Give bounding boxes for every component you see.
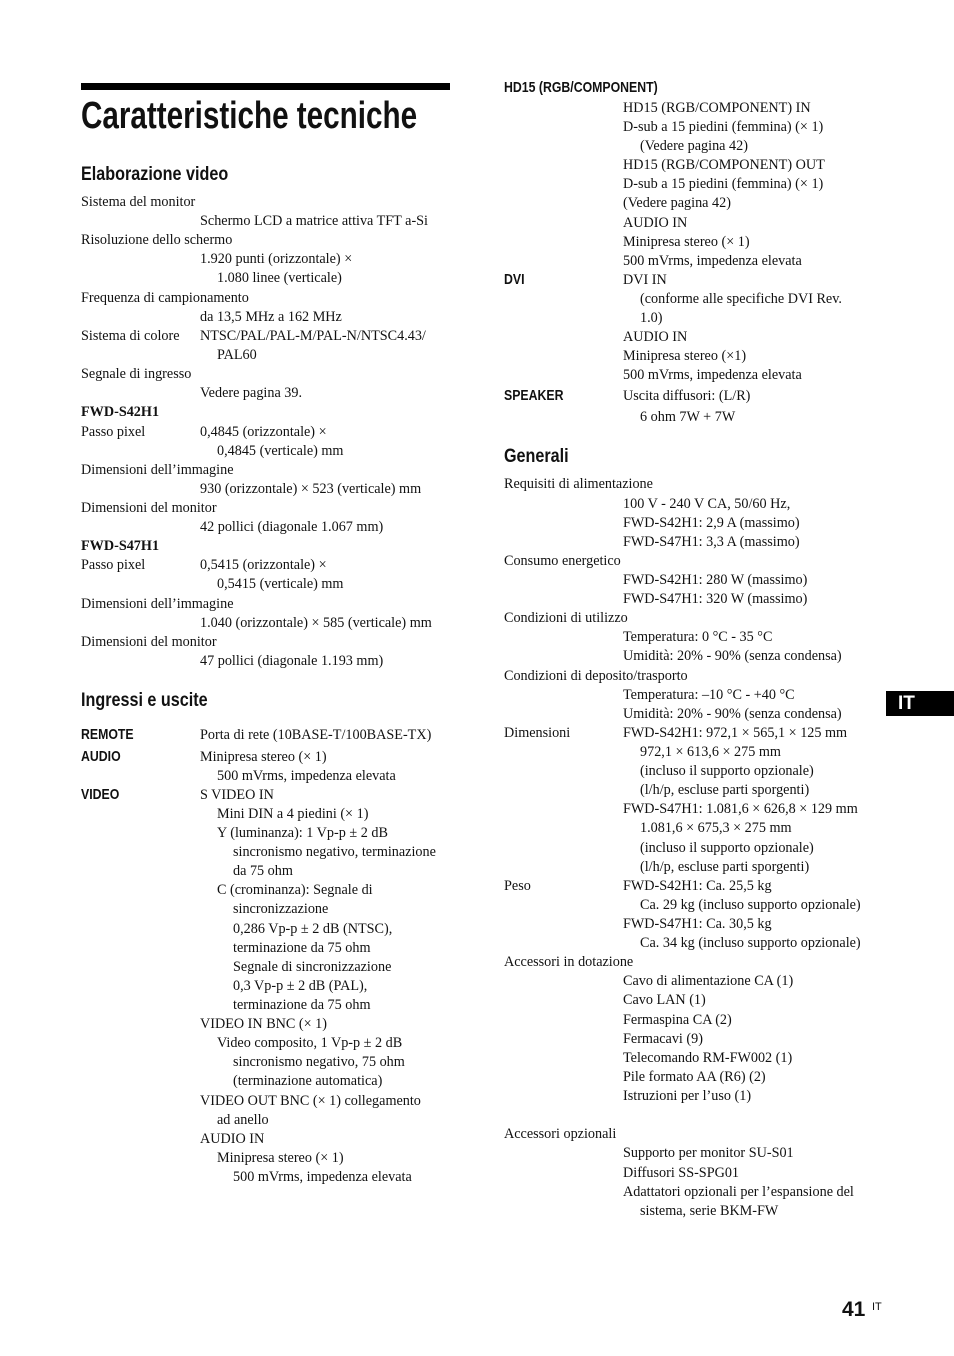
spec-line [233,1168,412,1187]
spec-text: 0,4845 (orizzontale) × [200,424,327,440]
spec-text: Cavo LAN (1) [623,992,706,1008]
spec-line [623,1144,794,1163]
spec-text: 1.080 linee (verticale) [217,270,342,286]
spec-label-text: HD15 (RGB/COMPONENT) [504,79,658,96]
spec-line [640,743,781,762]
title-rule [81,83,450,90]
language-tab [886,691,954,716]
spec-line [504,953,633,972]
spec-line [623,628,772,647]
spec-line [640,137,748,156]
spec-line [623,686,795,705]
spec-text: 0,4845 (verticale) mm [217,443,344,459]
spec-line [623,1068,766,1087]
spec-line [217,269,342,288]
spec-text: FWD-S47H1: 1.081,6 × 626,8 × 129 mm [623,801,858,817]
spec-line [200,1015,327,1034]
spec-line [623,347,746,366]
spec-line [200,652,383,671]
spec-text: AUDIO IN [623,329,688,345]
spec-text: Accessori opzionali [504,1126,617,1142]
spec-line [640,839,814,858]
spec-line [640,762,814,781]
spec-line [623,156,825,175]
spec-line [623,972,793,991]
spec-line [623,118,823,137]
spec-line [623,1164,739,1183]
spec-text: 500 mVrms, impedenza elevata [217,768,396,784]
spec-text: DVI IN [623,272,667,288]
spec-line [623,271,667,290]
spec-line [623,991,706,1010]
spec-text: AUDIO IN [623,215,688,231]
spec-line [200,423,327,442]
spec-text: Accessori in dotazione [504,954,634,970]
spec-text: Schermo LCD a matrice attiva TFT a-Si [200,213,428,229]
spec-text: D-sub a 15 piedini (femmina) (× 1) [623,176,824,192]
spec-line [217,881,373,900]
spec-text: sincronizzazione [233,901,329,917]
spec-text: Fermaspina CA (2) [623,1012,732,1028]
spec-line [233,900,328,919]
spec-line [81,423,145,442]
spec-text: sincronismo negativo, 75 ohm [233,1054,405,1070]
spec-label [504,386,577,406]
model-heading [81,403,159,422]
spec-label-text: AUDIO [81,748,121,765]
spec-text: 0,5415 (verticale) mm [217,576,344,592]
spec-line [200,786,274,805]
spec-text: Dimensioni dell’immagine [81,596,234,612]
spec-label-text: SPEAKER [504,387,564,404]
spec-text: Sistema del monitor [81,194,196,210]
spec-line [623,647,842,666]
spec-text: Condizioni di deposito/trasporto [504,668,688,684]
spec-text: Diffusori SS-SPG01 [623,1165,740,1181]
spec-text: 1.0) [640,310,663,326]
spec-text: Vedere pagina 39. [200,385,303,401]
spec-text: (l/h/p, escluse parti sporgenti) [640,782,810,798]
spec-text: Ca. 29 kg (incluso supporto opzionale) [640,897,861,913]
spec-line [640,781,809,800]
spec-label [81,725,145,745]
spec-line [81,499,217,518]
spec-line [81,231,232,250]
page-number: 41 [842,1298,866,1321]
spec-text: PAL60 [217,347,257,363]
spec-text: D-sub a 15 piedini (femmina) (× 1) [623,119,824,135]
spec-line [640,408,735,427]
spec-line [623,724,847,743]
spec-line [504,724,570,743]
spec-text: Passo pixel [81,557,146,573]
spec-text: Cavo di alimentazione CA (1) [623,973,794,989]
spec-line [504,1125,616,1144]
spec-line [200,748,327,767]
spec-line [623,175,823,194]
spec-line [233,977,367,996]
spec-line [200,480,421,499]
spec-line [640,819,792,838]
spec-line [81,461,234,480]
spec-line [623,1011,732,1030]
spec-text: 6 ohm 7W + 7W [640,409,736,425]
spec-label [504,78,692,98]
spec-line [200,556,327,575]
spec-line [200,1130,264,1149]
spec-text: Dimensioni del monitor [81,634,217,650]
spec-text: Sistema di colore [81,328,180,344]
spec-text: (terminazione automatica) [233,1073,383,1089]
spec-line [81,633,217,652]
spec-text: Frequenza di campionamento [81,290,249,306]
spec-line [81,289,249,308]
spec-text: NTSC/PAL/PAL-M/PAL-N/NTSC4.43/ [200,328,426,344]
spec-text: 500 mVrms, impedenza elevata [623,253,802,269]
spec-line [623,1030,703,1049]
spec-label [504,270,529,290]
spec-line [217,824,388,843]
spec-text: Peso [504,878,531,894]
spec-text: Dimensioni del monitor [81,500,217,516]
spec-text: (conforme alle specifiche DVI Rev. [640,291,842,307]
spec-text: (incluso il supporto opzionale) [640,763,814,779]
model-heading-text: FWD-S42H1 [81,404,160,420]
spec-text: Minipresa stereo (×1) [623,348,747,364]
spec-text: Supporto per monitor SU-S01 [623,1145,794,1161]
spec-line [81,327,180,346]
spec-line [623,233,750,252]
spec-text: HD15 (RGB/COMPONENT) OUT [623,157,825,173]
spec-line [623,214,687,233]
spec-text: terminazione da 75 ohm [233,940,371,956]
spec-line [623,514,800,533]
spec-line [233,843,436,862]
spec-text: FWD-S47H1: Ca. 30,5 kg [623,916,772,932]
spec-line [504,552,621,571]
section-heading [81,165,254,186]
spec-text: Umidità: 20% - 90% (senza condensa) [623,706,842,722]
spec-text: AUDIO IN [200,1131,265,1147]
spec-text: 1.920 punti (orizzontale) × [200,251,353,267]
spec-text: 100 V - 240 V CA, 50/60 Hz, [623,496,791,512]
spec-line [217,1111,269,1130]
spec-text: da 75 ohm [233,863,293,879]
page-title-text: Caratteristiche tecniche [81,95,418,137]
spec-text: 1.040 (orizzontale) × 585 (verticale) mm [200,615,432,631]
spec-text: Mini DIN a 4 piedini (× 1) [217,806,369,822]
spec-text: HD15 (RGB/COMPONENT) IN [623,100,811,116]
spec-line [217,767,396,786]
spec-text: S VIDEO IN [200,787,274,803]
spec-text: (Vedere pagina 42) [640,138,748,154]
spec-line [200,384,302,403]
spec-text: 930 (orizzontale) × 523 (verticale) mm [200,481,422,497]
spec-line [623,1087,751,1106]
page-number-suffix: IT [872,1301,882,1313]
spec-text: Consumo energetico [504,553,621,569]
spec-text: FWD-S47H1: 320 W (massimo) [623,591,808,607]
spec-line [200,308,342,327]
spec-text: 0,5415 (orizzontale) × [200,557,327,573]
spec-text: Dimensioni [504,725,571,741]
spec-line [233,862,293,881]
spec-text: 0,3 Vp-p ± 2 dB (PAL), [233,978,368,994]
spec-label-text: VIDEO [81,786,120,803]
spec-text: Minipresa stereo (× 1) [623,234,750,250]
spec-text: Uscita diffusori: (L/R) [623,388,751,404]
spec-line [200,327,426,346]
spec-line [81,365,191,384]
spec-text: 972,1 × 613,6 × 275 mm [640,744,781,760]
spec-text: VIDEO OUT BNC (× 1) collegamento [200,1093,421,1109]
spec-line [233,958,391,977]
section-heading [504,447,580,468]
spec-line [623,800,858,819]
spec-text: sincronismo negativo, terminazione [233,844,436,860]
spec-line [623,1049,792,1068]
spec-label [81,747,129,767]
spec-text: 500 mVrms, impedenza elevata [233,1169,412,1185]
page-title [81,93,512,139]
spec-line [640,896,861,915]
spec-text: Video composito, 1 Vp-p ± 2 dB [217,1035,403,1051]
spec-line [200,726,431,745]
spec-text: Condizioni di utilizzo [504,610,628,626]
spec-text: Ca. 34 kg (incluso supporto opzionale) [640,935,861,951]
spec-text: sistema, serie BKM-FW [640,1203,779,1219]
spec-text: Temperatura: 0 °C - 35 °C [623,629,773,645]
spec-text: Umidità: 20% - 90% (senza condensa) [623,648,842,664]
spec-line [81,556,145,575]
spec-line [640,858,809,877]
spec-text: terminazione da 75 ohm [233,997,371,1013]
spec-line [623,915,772,934]
spec-text: FWD-S42H1: 280 W (massimo) [623,572,808,588]
spec-label-text: DVI [504,271,525,288]
spec-label [81,785,128,805]
spec-text: Adattatori opzionali per l’espansione del [623,1184,854,1200]
spec-text: 42 pollici (diagonale 1.067 mm) [200,519,384,535]
spec-text: Y (luminanza): 1 Vp-p ± 2 dB [217,825,388,841]
spec-line [217,1149,344,1168]
spec-text: Porta di rete (10BASE-T/100BASE-TX) [200,727,432,743]
section-heading-text: Elaborazione video [81,164,229,185]
spec-text: (Vedere pagina 42) [623,195,731,211]
spec-line [623,366,802,385]
spec-line [623,705,842,724]
spec-text: da 13,5 MHz a 162 MHz [200,309,342,325]
spec-line [81,595,234,614]
spec-text: Dimensioni dell’immagine [81,462,234,478]
section-heading-text: Generali [504,446,569,467]
spec-text: 47 pollici (diagonale 1.193 mm) [200,653,384,669]
spec-text: C (crominanza): Segnale di [217,882,373,898]
spec-line [623,328,687,347]
model-heading [81,537,159,556]
spec-text: Segnale di ingresso [81,366,192,382]
spec-line [623,387,750,406]
spec-line [623,877,772,896]
spec-line [200,614,432,633]
spec-text: FWD-S42H1: Ca. 25,5 kg [623,878,772,894]
spec-text: Requisiti di alimentazione [504,476,653,492]
spec-line [233,1053,405,1072]
spec-line [504,609,628,628]
spec-text: Risoluzione dello schermo [81,232,233,248]
spec-text: Istruzioni per l’uso (1) [623,1088,752,1104]
spec-text: Temperatura: –10 °C - +40 °C [623,687,795,703]
spec-text: 500 mVrms, impedenza elevata [623,367,802,383]
spec-line [640,1202,778,1221]
spec-text: Telecomando RM-FW002 (1) [623,1050,793,1066]
spec-line [233,920,392,939]
spec-line [640,934,861,953]
spec-text: FWD-S47H1: 3,3 A (massimo) [623,534,800,550]
spec-text: ad anello [217,1112,269,1128]
spec-line [640,290,842,309]
spec-text: (incluso il supporto opzionale) [640,840,814,856]
spec-line [233,1072,382,1091]
spec-text: Minipresa stereo (× 1) [217,1150,344,1166]
spec-text: 1.081,6 × 675,3 × 275 mm [640,820,792,836]
spec-text: Minipresa stereo (× 1) [200,749,327,765]
spec-line [623,571,807,590]
spec-line [200,1092,421,1111]
spec-line [504,877,531,896]
spec-text: 0,286 Vp-p ± 2 dB (NTSC), [233,921,393,937]
spec-line [200,518,383,537]
spec-label-text: REMOTE [81,726,134,743]
spec-line [623,1183,854,1202]
spec-line [217,805,368,824]
spec-line [217,346,257,365]
section-heading-text: Ingressi e uscite [81,690,208,711]
spec-line [217,442,343,461]
model-heading-text: FWD-S47H1 [81,538,160,554]
spec-line [504,475,653,494]
spec-line [200,250,352,269]
spec-line [217,575,343,594]
spec-text: VIDEO IN BNC (× 1) [200,1016,328,1032]
spec-line [200,212,428,231]
spec-text: (l/h/p, escluse parti sporgenti) [640,859,810,875]
spec-text: FWD-S42H1: 972,1 × 565,1 × 125 mm [623,725,848,741]
spec-line [623,194,731,213]
spec-line [623,99,811,118]
spec-line [623,495,790,514]
spec-line [217,1034,402,1053]
spec-text: Passo pixel [81,424,146,440]
spec-line [81,193,195,212]
spec-text: Pile formato AA (R6) (2) [623,1069,766,1085]
spec-line [233,996,371,1015]
spec-line [623,533,800,552]
spec-text: FWD-S42H1: 2,9 A (massimo) [623,515,800,531]
spec-line [640,309,662,328]
spec-line [233,939,371,958]
spec-line [623,252,802,271]
spec-text: Segnale di sincronizzazione [233,959,392,975]
spec-line [504,667,688,686]
language-tab-label: IT [898,693,915,714]
section-heading [81,691,230,712]
spec-text: Fermacavi (9) [623,1031,703,1047]
spec-line [623,590,807,609]
